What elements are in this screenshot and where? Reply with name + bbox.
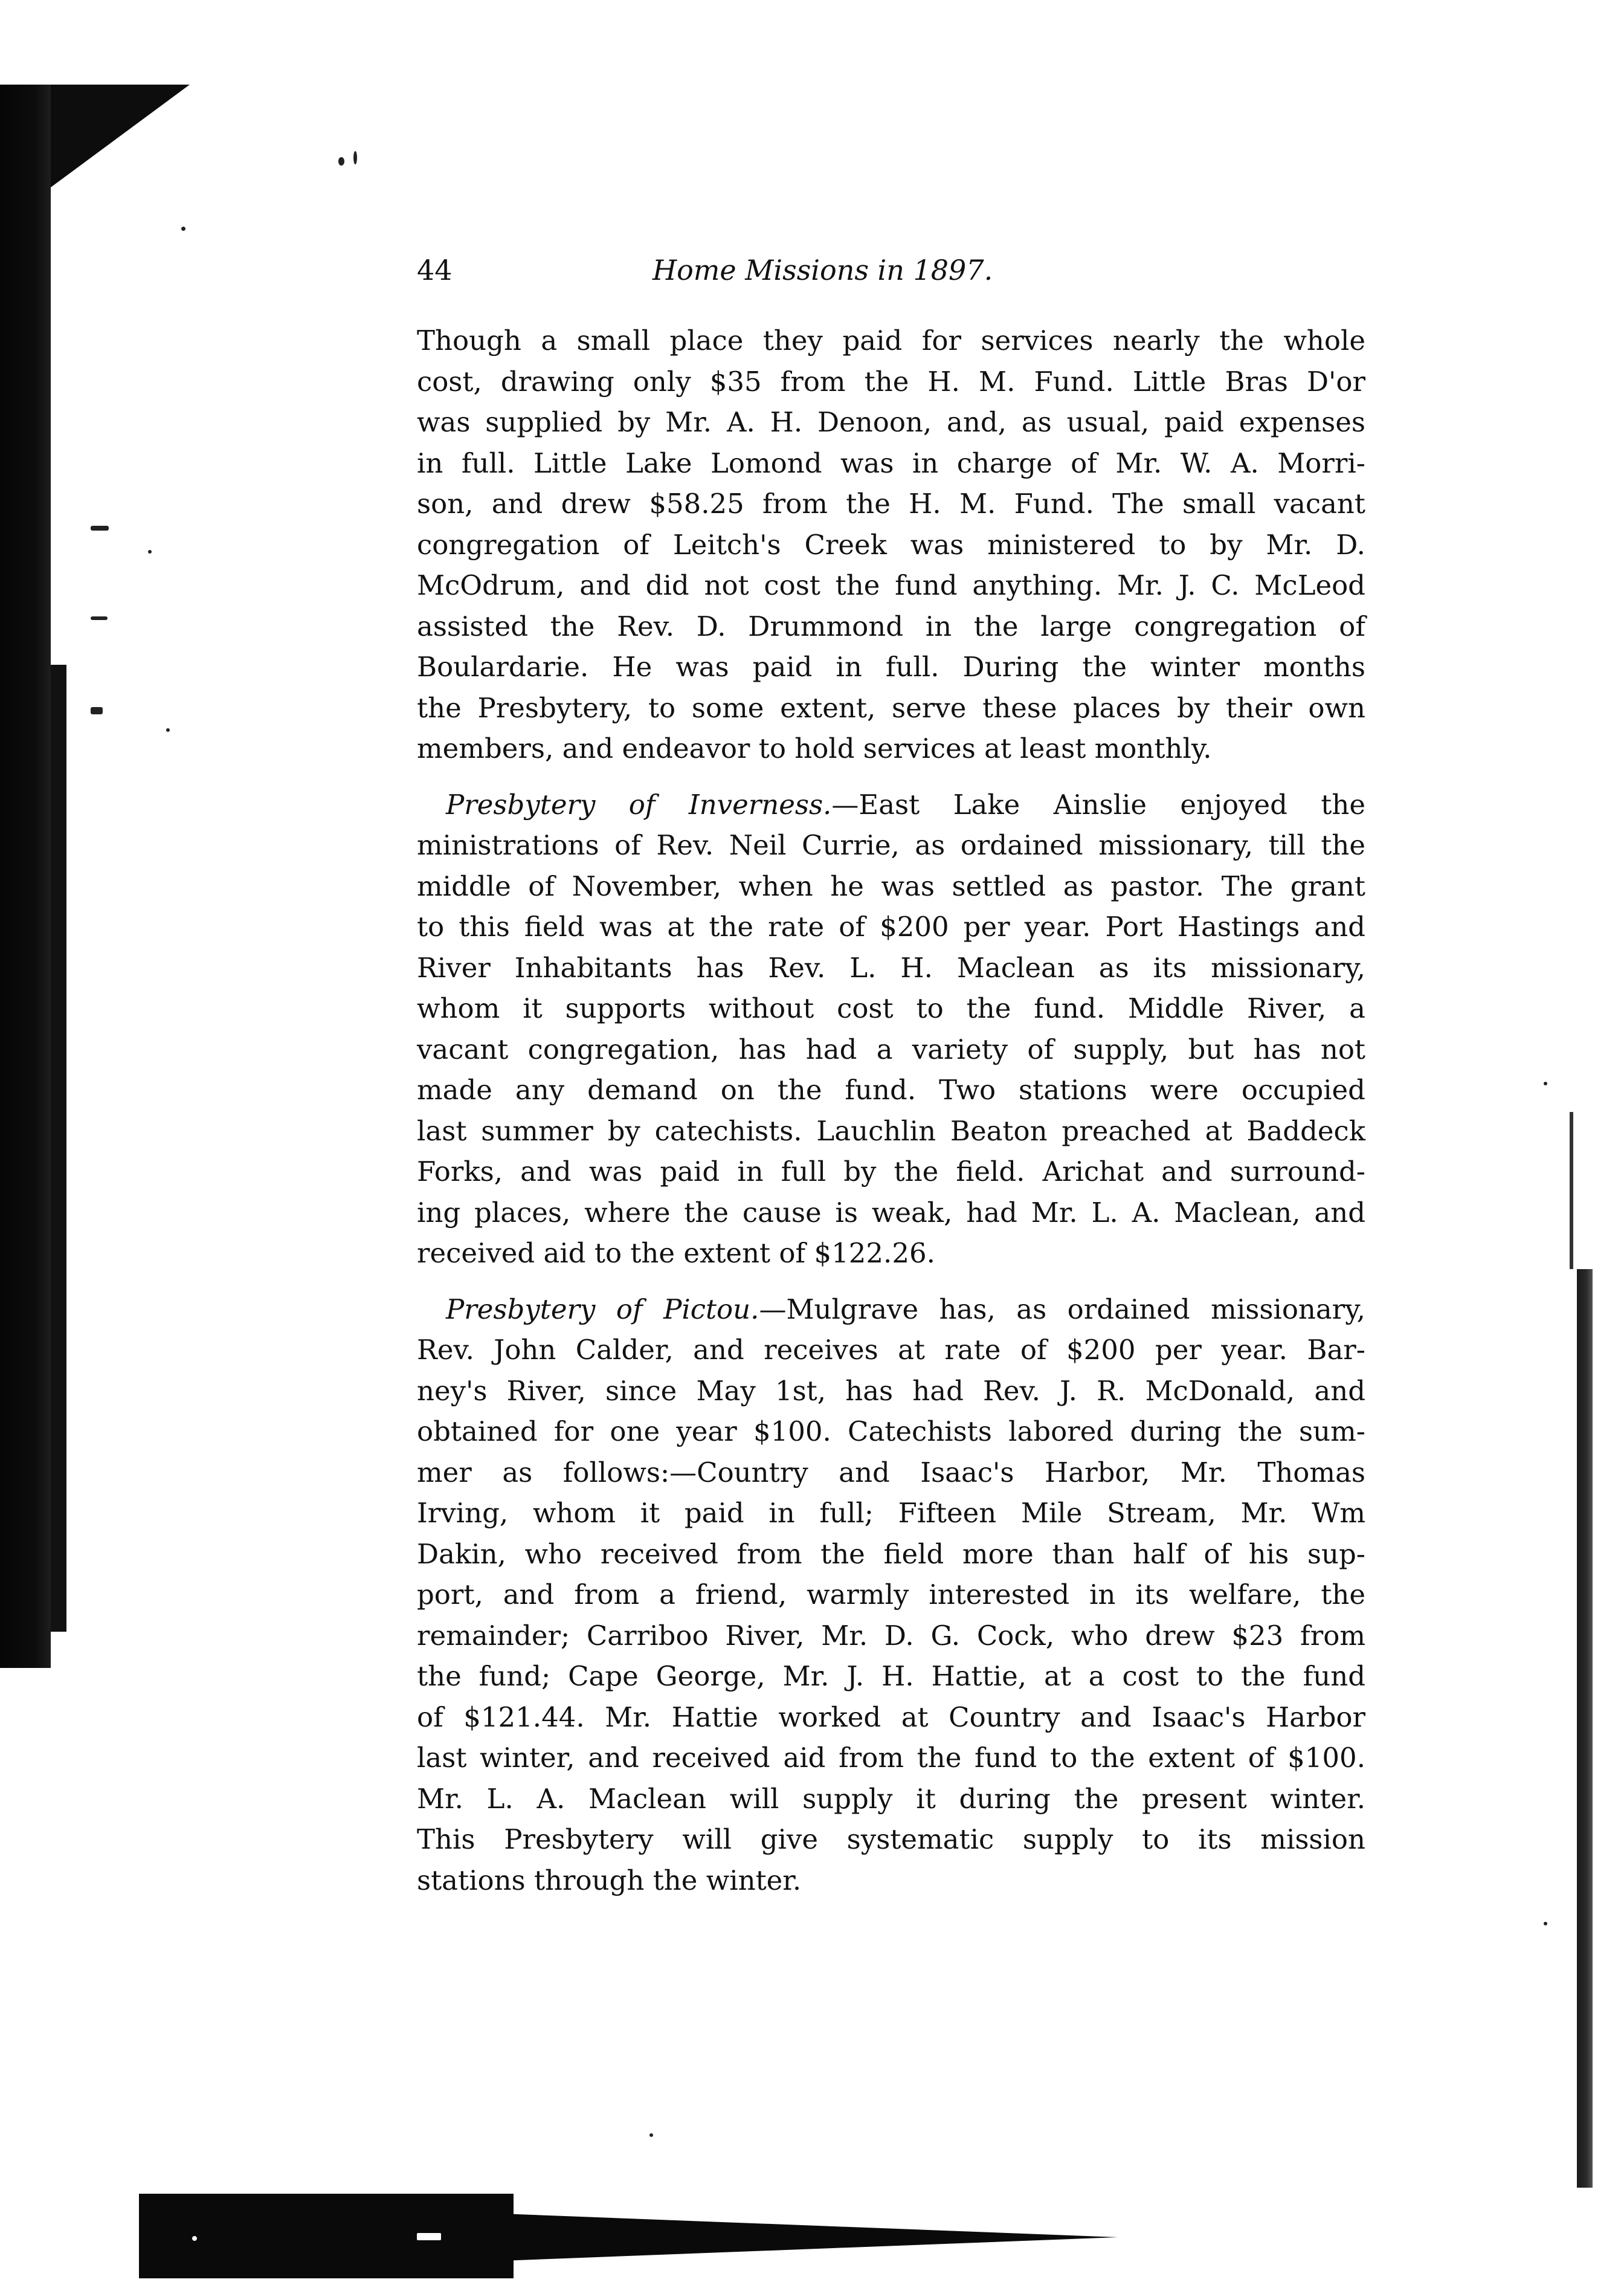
text-line xyxy=(417,1289,1365,1330)
scan-speck xyxy=(649,2133,653,2137)
scan-speck xyxy=(91,616,108,620)
text-line: members, and endeavor to hold services at least monthly. xyxy=(417,732,1212,764)
text-line-rest: —Mulgrave has, as ordained missionary, xyxy=(759,1293,1365,1325)
text-line: the fund; Cape George, Mr. J. H. Hattie, at a cost to the fund xyxy=(417,1660,1365,1692)
text-line: port, and from a friend, warmly interested in its welfare, the xyxy=(417,1579,1365,1611)
text-line: was supplied by Mr. A. H. Denoon, and, as usual, paid expenses xyxy=(417,406,1365,438)
text-line: last winter, and received aid from the fund to the extent of $100. xyxy=(417,1742,1365,1774)
scan-speck xyxy=(148,550,152,554)
text-line: Rev. John Calder, and receives at rate of $200 per year. Bar- xyxy=(417,1334,1365,1366)
scan-speck xyxy=(338,157,344,166)
scan-edge-right-thin xyxy=(1570,1112,1573,1269)
paragraph-pictou xyxy=(417,1289,1365,1901)
body-text xyxy=(417,320,1365,1901)
section-heading-inverness: Presbytery of Inverness. xyxy=(446,788,832,821)
text-line: congregation of Leitch's Creek was ministered to by Mr. D. xyxy=(417,528,1365,561)
text-line xyxy=(417,784,1365,826)
text-line: Forks, and was paid in full by the field. Arichat and surround- xyxy=(417,1155,1365,1188)
text-line-rest: —East Lake Ainslie enjoyed the xyxy=(831,788,1365,821)
running-header xyxy=(417,254,1359,302)
page-number: 44 xyxy=(417,254,453,286)
text-line: This Presbytery will give systematic supply to its mission xyxy=(417,1823,1365,1855)
text-line: last summer by catechists. Lauchlin Beaton preached at Baddeck xyxy=(417,1114,1365,1147)
text-line: middle of November, when he was settled as pastor. The grant xyxy=(417,870,1365,902)
scan-speck xyxy=(417,2233,441,2240)
scan-speck xyxy=(1544,1082,1547,1085)
scan-speck xyxy=(1544,1922,1547,1925)
text-line: the Presbytery, to some extent, serve these places by their own xyxy=(417,691,1365,724)
text-line: stations through the winter. xyxy=(417,1864,802,1896)
text-line: Though a small place they paid for services nearly the whole xyxy=(417,325,1365,357)
paragraph-cape-breton xyxy=(417,320,1365,769)
text-line: cost, drawing only $35 from the H. M. Fund. Little Bras D'or xyxy=(417,365,1365,398)
text-line: Dakin, who received from the field more than half of his sup- xyxy=(417,1537,1365,1570)
section-heading-pictou: Presbytery of Pictou. xyxy=(446,1293,759,1325)
text-line: obtained for one year $100. Catechists labored during the sum- xyxy=(417,1415,1365,1447)
scan-edge-left-tip xyxy=(51,85,190,187)
text-line: assisted the Rev. D. Drummond in the large congregation of xyxy=(417,610,1365,642)
scan-speck xyxy=(181,227,185,231)
text-line: received aid to the extent of $122.26. xyxy=(417,1237,935,1269)
text-line: River Inhabitants has Rev. L. H. Maclean as its missionary, xyxy=(417,951,1365,984)
text-line: son, and drew $58.25 from the H. M. Fund. The small vacant xyxy=(417,488,1365,520)
running-title: Home Missions in 1897. xyxy=(652,254,993,286)
text-line: ney's River, since May 1st, has had Rev. J. R. McDonald, and xyxy=(417,1374,1365,1407)
scan-speck xyxy=(91,526,109,531)
scan-speck xyxy=(353,151,357,164)
scan-edge-bottom-taper xyxy=(139,2200,1118,2275)
text-line: ministrations of Rev. Neil Currie, as ordained missionary, till the xyxy=(417,829,1365,861)
scan-edge-right xyxy=(1577,1269,1593,2188)
text-line: whom it supports without cost to the fund. Middle River, a xyxy=(417,992,1365,1024)
text-line: ing places, where the cause is weak, had Mr. L. A. Maclean, and xyxy=(417,1196,1365,1229)
scan-speck xyxy=(192,2236,197,2241)
text-line: in full. Little Lake Lomond was in charge of Mr. W. A. Morri- xyxy=(417,447,1365,479)
text-line: of $121.44. Mr. Hattie worked at Country and Isaac's Harbor xyxy=(417,1701,1365,1733)
text-line: Boulardarie. He was paid in full. During the winter months xyxy=(417,651,1365,683)
text-line: mer as follows:—Country and Isaac's Harbor, Mr. Thomas xyxy=(417,1456,1365,1488)
text-line: Irving, whom it paid in full; Fifteen Mile Stream, Mr. Wm xyxy=(417,1497,1365,1529)
text-line: to this field was at the rate of $200 per year. Port Hastings and xyxy=(417,911,1365,943)
scan-speck xyxy=(166,728,170,732)
scan-edge-left xyxy=(0,85,51,1668)
text-line: McOdrum, and did not cost the fund anything. Mr. J. C. McLeod xyxy=(417,569,1365,601)
scan-speck xyxy=(91,707,103,714)
paragraph-inverness xyxy=(417,784,1365,1274)
text-line: vacant congregation, has had a variety of supply, but has not xyxy=(417,1033,1365,1065)
text-line: Mr. L. A. Maclean will supply it during the present winter. xyxy=(417,1782,1365,1815)
text-line: remainder; Carriboo River, Mr. D. G. Cock, who drew $23 from xyxy=(417,1619,1365,1652)
text-line: made any demand on the fund. Two stations were occupied xyxy=(417,1074,1365,1106)
scan-edge-left-chip xyxy=(51,665,66,1632)
